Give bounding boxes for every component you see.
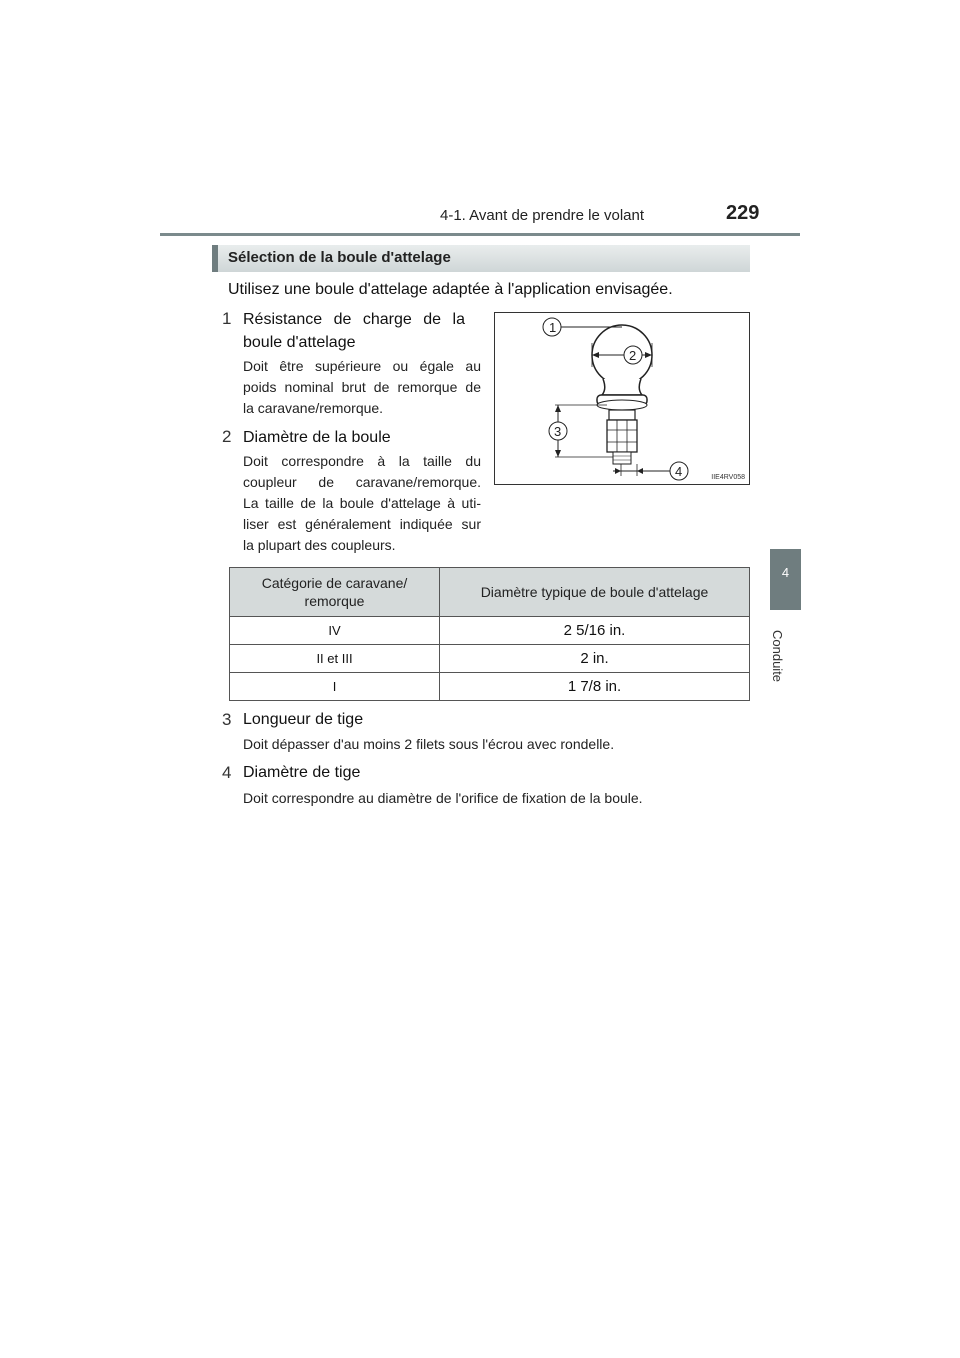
ball-diameter-table	[229, 567, 750, 701]
header-line: remorque	[304, 593, 365, 609]
item-4-marker	[219, 763, 234, 780]
table-row	[230, 617, 750, 645]
table-cell-diameter: 2 5/16 in.	[440, 617, 750, 645]
chapter-label-text: Conduite	[770, 630, 785, 683]
item-1-desc-line: la caravane/remorque.	[243, 400, 384, 416]
tow-ball-diagram	[495, 313, 749, 484]
item-2-desc-line: coupleur de caravane/remorque.	[243, 474, 481, 490]
item-3-description: Doit dépasser d'au moins 2 filets sous l'écrou avec rondelle.	[243, 736, 615, 752]
table-header-diameter: Diamètre typique de boule d'attelage	[440, 568, 750, 617]
number-3-icon	[219, 710, 234, 727]
ball-neck-shape	[602, 379, 642, 395]
item-1-title-line: Résistance de charge de la	[243, 311, 465, 328]
number-4-icon	[219, 763, 234, 780]
item-3-title: Longueur de tige	[243, 711, 364, 728]
svg-text:2: 2	[222, 427, 232, 444]
running-header-section: 4-1. Avant de prendre le volant	[440, 207, 645, 224]
item-1-title-line: boule d'attelage	[243, 334, 356, 351]
section-heading	[212, 245, 750, 272]
item-3-marker	[219, 710, 234, 727]
table-header-category	[230, 568, 440, 617]
table-cell-category: II et III	[230, 645, 440, 673]
table-cell-category: I	[230, 673, 440, 701]
table-cell-category: IV	[230, 617, 440, 645]
svg-text:2: 2	[629, 348, 637, 363]
tow-ball-figure	[494, 312, 750, 485]
intro-paragraph: Utilisez une boule d'attelage adaptée à l'application envisagée.	[228, 281, 673, 298]
section-heading-text: Sélection de la boule d'attelage	[228, 249, 451, 266]
item-1-desc-line: poids nominal brut de remorque de	[243, 379, 481, 395]
svg-text:1: 1	[549, 320, 557, 335]
svg-text:1: 1	[222, 309, 232, 326]
item-2-title: Diamètre de la boule	[243, 429, 391, 446]
header-rule	[160, 233, 800, 236]
item-2-desc-line: La taille de la boule d'attelage à uti-	[243, 495, 481, 511]
item-2-desc-line: la plupart des coupleurs.	[243, 537, 396, 553]
item-2-marker	[219, 427, 234, 444]
nut-shape	[607, 420, 637, 452]
svg-text:3: 3	[222, 710, 232, 727]
table-header-row	[230, 568, 750, 617]
number-1-icon	[219, 309, 234, 326]
chapter-label	[760, 630, 810, 683]
item-4-description: Doit correspondre au diamètre de l'orifice de fixation de la boule.	[243, 790, 643, 806]
item-2-description	[243, 451, 481, 556]
item-1-description	[243, 356, 481, 419]
figure-code: IIE4RV058	[711, 474, 745, 481]
header-line: Catégorie de caravane/	[261, 575, 408, 591]
table-row	[230, 645, 750, 673]
item-1-title	[243, 308, 465, 354]
table-cell-diameter: 2 in.	[440, 645, 750, 673]
chapter-tab-number: 4	[781, 565, 790, 580]
table-row	[230, 673, 750, 701]
item-1-marker	[219, 309, 234, 326]
svg-text:3: 3	[554, 424, 562, 439]
thread-shape	[613, 452, 631, 464]
page-number: 229	[726, 202, 760, 224]
shank-shape	[609, 410, 635, 420]
table-cell-diameter: 1 7/8 in.	[440, 673, 750, 701]
number-2-icon	[219, 427, 234, 444]
svg-text:4: 4	[675, 464, 683, 479]
item-2-desc-line: liser est généralement indiquée sur	[243, 516, 481, 532]
item-1-desc-line: Doit être supérieure ou égale au	[243, 358, 481, 374]
svg-text:4: 4	[222, 763, 232, 780]
item-2-desc-line: Doit correspondre à la taille du	[243, 453, 481, 469]
item-4-title: Diamètre de tige	[243, 764, 361, 781]
